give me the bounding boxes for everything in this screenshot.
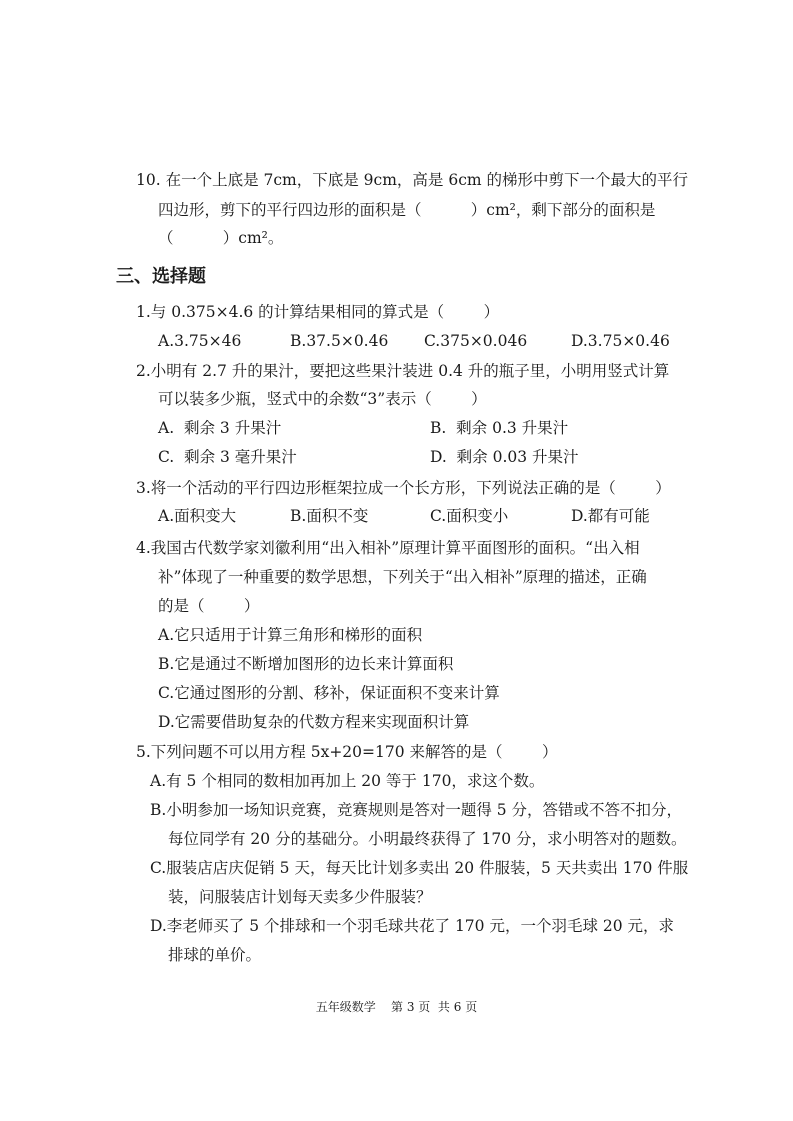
q10-line-3: （ ）cm²。 bbox=[158, 229, 284, 247]
q3-option-c: C.面积变小 bbox=[430, 507, 509, 525]
q5-option-d-line-1: D.李老师买了 5 个排球和一个羽毛球共花了 170 元，一个羽毛球 20 元，求 bbox=[150, 917, 675, 935]
q3-stem: 3.将一个活动的平行四边形框架拉成一个长方形，下列说法正确的是（ ） bbox=[136, 479, 671, 497]
section-title: 三、选择题 bbox=[116, 266, 206, 287]
q4-stem-line-2: 补”体现了一种重要的数学思想，下列关于“出入相补”原理的描述，正确 bbox=[158, 568, 647, 586]
q4-option-b: B.它是通过不断增加图形的边长来计算面积 bbox=[158, 655, 454, 673]
q1-option-b: B.37.5×0.46 bbox=[290, 332, 389, 350]
q5-option-c-line-2: 装，问服装店计划每天卖多少件服装？ bbox=[168, 888, 432, 906]
q4-option-c: C.它通过图形的分割、移补，保证面积不变来计算 bbox=[158, 684, 500, 702]
q3-option-a: A.面积变大 bbox=[158, 507, 237, 525]
q4-option-d: D.它需要借助复杂的代数方程来实现面积计算 bbox=[158, 713, 470, 731]
q5-option-c-line-1: C.服装店店庆促销 5 天，每天比计划多卖出 20 件服装，5 天共卖出 170 件服 bbox=[150, 859, 689, 877]
q2-option-a: A. 剩余 3 升果汁 bbox=[158, 419, 282, 437]
q2-stem-line-2: 可以装多少瓶，竖式中的余数“3”表示（ ） bbox=[158, 390, 487, 408]
q3-option-d: D.都有可能 bbox=[571, 507, 650, 525]
q2-option-d: D. 剩余 0.03 升果汁 bbox=[430, 448, 579, 466]
page-footer: 五年级数学 第 3 页 共 6 页 bbox=[315, 1000, 478, 1014]
q5-option-b-line-1: B.小明参加一场知识竞赛，竞赛规则是答对一题得 5 分，答错或不答不扣分， bbox=[150, 801, 683, 819]
q4-stem-line-3: 的是（ ） bbox=[158, 597, 260, 615]
q2-stem-line-1: 2.小明有 2.7 升的果汁，要把这些果汁装进 0.4 升的瓶子里，小明用竖式计算 bbox=[136, 362, 670, 380]
q4-stem-line-1: 4.我国古代数学家刘徽利用“出入相补”原理计算平面图形的面积。“出入相 bbox=[136, 539, 640, 557]
q4-option-a: A.它只适用于计算三角形和梯形的面积 bbox=[158, 626, 423, 644]
q1-option-c: C.375×0.046 bbox=[424, 332, 528, 350]
q1-stem: 1.与 0.375×4.6 的计算结果相同的算式是（ ） bbox=[136, 303, 500, 321]
q2-option-b: B. 剩余 0.3 升果汁 bbox=[430, 419, 569, 437]
q5-stem: 5.下列问题不可以用方程 5x+20=170 来解答的是（ ） bbox=[136, 743, 558, 761]
q1-option-a: A.3.75×46 bbox=[158, 332, 242, 350]
q5-option-d-line-2: 排球的单价。 bbox=[168, 946, 262, 964]
q2-option-c: C. 剩余 3 毫升果汁 bbox=[158, 448, 297, 466]
q1-option-d: D.3.75×0.46 bbox=[571, 332, 670, 350]
q10-line-1: 10. 在一个上底是 7cm，下底是 9cm，高是 6cm 的梯形中剪下一个最大的平行 bbox=[136, 171, 689, 189]
q10-line-2: 四边形，剪下的平行四边形的面积是（ ）cm²，剩下部分的面积是 bbox=[158, 201, 656, 219]
q5-option-a: A.有 5 个相同的数相加再加上 20 等于 170，求这个数。 bbox=[150, 772, 545, 790]
q5-option-b-line-2: 每位同学有 20 分的基础分。小明最终获得了 170 分，求小明答对的题数。 bbox=[168, 830, 687, 848]
q3-option-b: B.面积不变 bbox=[290, 507, 369, 525]
